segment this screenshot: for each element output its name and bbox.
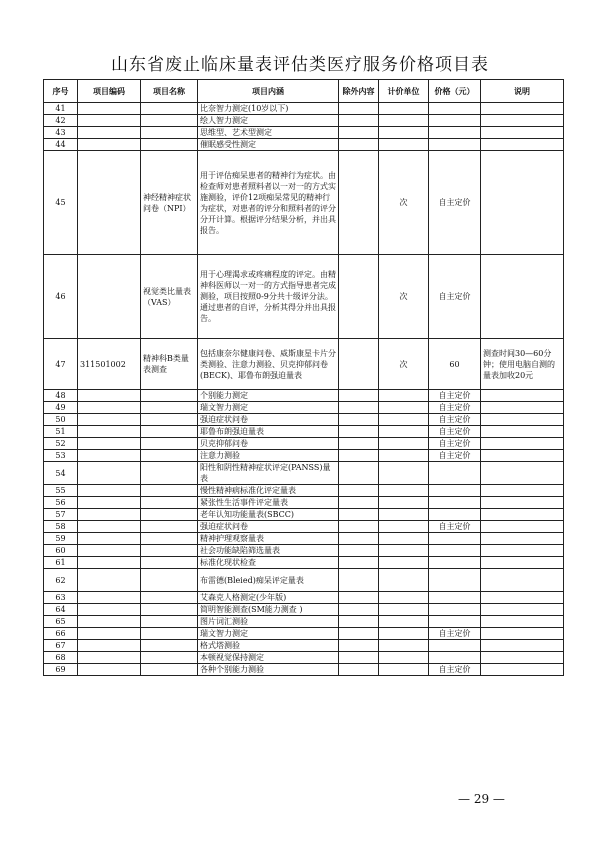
cell-note [481,485,564,497]
cell-content: 绘人智力测定 [198,115,339,127]
cell-unit [379,462,429,485]
cell-code [78,485,141,497]
cell-unit [379,402,429,414]
cell-name [141,414,198,426]
cell-price [429,462,481,485]
table-row [44,485,564,497]
cell-name [141,509,198,521]
cell-name [141,569,198,592]
cell-note [481,139,564,151]
cell-seq: 59 [44,533,78,545]
cell-code [78,533,141,545]
cell-code [78,462,141,485]
cell-price: 自主定价 [429,426,481,438]
cell-unit [379,652,429,664]
cell-code [78,115,141,127]
cell-exclusions [339,339,379,390]
cell-content: 包括康奈尔健康问卷、威斯康星卡片分类测验、注意力测验、贝克抑郁问卷(BECK)、耶鲁布朗强迫量表 [198,339,339,390]
cell-name [141,592,198,604]
cell-seq: 66 [44,628,78,640]
table-row [44,640,564,652]
cell-unit: 次 [379,339,429,390]
table-row [44,255,564,339]
cell-content: 标准化现状检查 [198,557,339,569]
header-seq: 序号 [44,80,78,103]
cell-price [429,652,481,664]
cell-unit: 次 [379,255,429,339]
table-row [44,426,564,438]
cell-content: 阳性和阴性精神症状评定(PANSS)量表 [198,462,339,485]
cell-unit [379,450,429,462]
cell-exclusions [339,426,379,438]
cell-code [78,127,141,139]
cell-exclusions [339,592,379,604]
cell-seq: 47 [44,339,78,390]
cell-seq: 62 [44,569,78,592]
cell-code [78,652,141,664]
table-row [44,557,564,569]
cell-exclusions [339,151,379,255]
cell-unit [379,533,429,545]
cell-unit [379,426,429,438]
cell-code: 311501002 [78,339,141,390]
cell-seq: 69 [44,664,78,676]
cell-price [429,497,481,509]
cell-unit [379,497,429,509]
cell-exclusions [339,462,379,485]
cell-exclusions [339,545,379,557]
cell-exclusions [339,497,379,509]
cell-exclusions [339,115,379,127]
cell-note [481,426,564,438]
cell-price [429,103,481,115]
table-row [44,151,564,255]
cell-note [481,438,564,450]
table-row [44,497,564,509]
table-row [44,438,564,450]
cell-seq: 49 [44,402,78,414]
cell-unit [379,640,429,652]
table-row [44,509,564,521]
cell-seq: 68 [44,652,78,664]
cell-unit [379,664,429,676]
cell-code [78,616,141,628]
cell-price: 自主定价 [429,414,481,426]
cell-seq: 57 [44,509,78,521]
table-row [44,402,564,414]
cell-seq: 41 [44,103,78,115]
cell-note [481,509,564,521]
cell-unit [379,509,429,521]
cell-seq: 58 [44,521,78,533]
table-row [44,127,564,139]
cell-name [141,450,198,462]
cell-price [429,139,481,151]
cell-note [481,521,564,533]
cell-unit [379,592,429,604]
cell-price [429,115,481,127]
cell-exclusions [339,652,379,664]
table-row [44,103,564,115]
cell-price [429,485,481,497]
table-row [44,139,564,151]
cell-name [141,604,198,616]
price-table [43,79,564,676]
header-content: 项目内涵 [198,80,339,103]
cell-name [141,497,198,509]
table-row [44,462,564,485]
cell-note [481,255,564,339]
header-exclusions: 除外内容 [339,80,379,103]
cell-price: 自主定价 [429,450,481,462]
cell-price: 自主定价 [429,438,481,450]
table-row [44,390,564,402]
cell-price: 自主定价 [429,390,481,402]
cell-exclusions [339,255,379,339]
cell-note [481,545,564,557]
cell-code [78,497,141,509]
cell-price [429,127,481,139]
cell-note [481,616,564,628]
cell-price: 自主定价 [429,151,481,255]
cell-seq: 64 [44,604,78,616]
cell-seq: 52 [44,438,78,450]
cell-name [141,640,198,652]
cell-exclusions [339,628,379,640]
cell-content: 比奈智力测定(10岁以下) [198,103,339,115]
page-number: — 29 — [458,792,505,806]
cell-note [481,569,564,592]
cell-unit [379,628,429,640]
header-note: 说明 [481,80,564,103]
cell-unit: 次 [379,151,429,255]
cell-exclusions [339,103,379,115]
table-row [44,115,564,127]
table-row [44,628,564,640]
table-row [44,616,564,628]
cell-content: 瑞文智力测定 [198,628,339,640]
cell-note [481,103,564,115]
table-header [44,80,564,103]
cell-content: 注意力测验 [198,450,339,462]
cell-exclusions [339,402,379,414]
cell-name [141,652,198,664]
cell-content: 强迫症状问卷 [198,521,339,533]
table-row [44,450,564,462]
cell-content: 艾森克人格测定(少年版) [198,592,339,604]
cell-exclusions [339,390,379,402]
table-row [44,569,564,592]
cell-unit [379,139,429,151]
cell-name [141,426,198,438]
cell-price [429,545,481,557]
cell-exclusions [339,533,379,545]
cell-seq: 56 [44,497,78,509]
cell-seq: 51 [44,426,78,438]
cell-unit [379,604,429,616]
cell-note [481,557,564,569]
header-name: 项目名称 [141,80,198,103]
cell-seq: 50 [44,414,78,426]
cell-name [141,485,198,497]
header-code: 项目编码 [78,80,141,103]
cell-seq: 55 [44,485,78,497]
cell-exclusions [339,485,379,497]
cell-unit [379,569,429,592]
cell-seq: 48 [44,390,78,402]
cell-code [78,402,141,414]
cell-unit [379,485,429,497]
cell-note [481,497,564,509]
cell-exclusions [339,521,379,533]
cell-note [481,652,564,664]
cell-content: 瑞文智力测定 [198,402,339,414]
cell-price: 自主定价 [429,664,481,676]
cell-price [429,592,481,604]
cell-name [141,127,198,139]
cell-note [481,462,564,485]
cell-price [429,616,481,628]
cell-name [141,545,198,557]
cell-note [481,151,564,255]
cell-name [141,533,198,545]
cell-note [481,664,564,676]
cell-content: 用于评估痴呆患者的精神行为症状。由检查师对患者照料者以一对一的方式实施测验，评价12项痴呆常见的精神行为症状，对患者的评分和照料者的评分分开计算。根据评分结果分析，并出具报告。 [198,151,339,255]
cell-code [78,557,141,569]
cell-content: 布雷德(Bleied)痴呆评定量表 [198,569,339,592]
header-price: 价格（元） [429,80,481,103]
cell-exclusions [339,616,379,628]
cell-price: 60 [429,339,481,390]
cell-exclusions [339,127,379,139]
table-row [44,652,564,664]
cell-seq: 61 [44,557,78,569]
cell-price [429,604,481,616]
cell-unit [379,414,429,426]
cell-content: 各种个别能力测验 [198,664,339,676]
cell-content: 贝克抑郁问卷 [198,438,339,450]
cell-exclusions [339,450,379,462]
cell-exclusions [339,438,379,450]
cell-exclusions [339,557,379,569]
cell-seq: 53 [44,450,78,462]
cell-price [429,569,481,592]
cell-name [141,616,198,628]
cell-name [141,402,198,414]
cell-exclusions [339,640,379,652]
cell-price [429,640,481,652]
cell-content: 图片词汇测验 [198,616,339,628]
cell-code [78,438,141,450]
cell-code [78,640,141,652]
cell-note [481,127,564,139]
cell-code [78,628,141,640]
cell-seq: 65 [44,616,78,628]
cell-unit [379,616,429,628]
cell-code [78,450,141,462]
cell-seq: 54 [44,462,78,485]
cell-unit [379,115,429,127]
cell-content: 本顿视觉保持测定 [198,652,339,664]
cell-name [141,115,198,127]
cell-unit [379,127,429,139]
cell-note [481,628,564,640]
cell-name [141,557,198,569]
cell-seq: 44 [44,139,78,151]
cell-exclusions [339,664,379,676]
cell-name [141,139,198,151]
cell-seq: 45 [44,151,78,255]
cell-code [78,569,141,592]
table-row [44,545,564,557]
table-row [44,604,564,616]
cell-seq: 67 [44,640,78,652]
cell-code [78,255,141,339]
table-row [44,664,564,676]
cell-content: 个别能力测定 [198,390,339,402]
cell-content: 社会功能缺陷筛选量表 [198,545,339,557]
cell-seq: 42 [44,115,78,127]
cell-content: 强迫症状问卷 [198,414,339,426]
table-row [44,533,564,545]
cell-code [78,139,141,151]
cell-code [78,545,141,557]
cell-note: 测查时间30—60分钟；使用电脑自测的量表加收20元 [481,339,564,390]
cell-code [78,103,141,115]
cell-seq: 60 [44,545,78,557]
cell-code [78,151,141,255]
cell-unit [379,521,429,533]
cell-name [141,438,198,450]
cell-code [78,426,141,438]
cell-code [78,664,141,676]
cell-note [481,640,564,652]
cell-price [429,533,481,545]
cell-code [78,592,141,604]
cell-price: 自主定价 [429,628,481,640]
cell-seq: 63 [44,592,78,604]
cell-name [141,103,198,115]
cell-content: 简明智能测查(SM能力测查 ) [198,604,339,616]
cell-exclusions [339,414,379,426]
cell-content: 耶鲁布朗强迫量表 [198,426,339,438]
cell-unit [379,103,429,115]
cell-note [481,115,564,127]
cell-name: 精神科B类量表测查 [141,339,198,390]
page-title: 山东省废止临床量表评估类医疗服务价格项目表 [111,55,489,75]
cell-note [481,604,564,616]
cell-note [481,414,564,426]
cell-content: 格式塔测验 [198,640,339,652]
table-row [44,521,564,533]
cell-unit [379,557,429,569]
cell-seq: 43 [44,127,78,139]
cell-name: 视觉类比量表（VAS） [141,255,198,339]
cell-name [141,664,198,676]
cell-seq: 46 [44,255,78,339]
cell-name [141,462,198,485]
cell-content: 用于心理渴求或疼痛程度的评定。由精神科医师以一对一的方式指导患者完成测验，项目按照0-9分共十级评分法。通过患者的自评，分析其得分并出具报告。 [198,255,339,339]
cell-note [481,402,564,414]
cell-unit [379,390,429,402]
cell-content: 紧张性生活事件评定量表 [198,497,339,509]
cell-content: 老年认知功能量表(SBCC) [198,509,339,521]
cell-code [78,521,141,533]
cell-note [481,390,564,402]
cell-code [78,390,141,402]
cell-note [481,533,564,545]
table-row [44,339,564,390]
cell-code [78,509,141,521]
cell-name: 神经精神症状问卷（NPI） [141,151,198,255]
cell-note [481,450,564,462]
table-row [44,592,564,604]
cell-name [141,628,198,640]
cell-content: 精神护理观察量表 [198,533,339,545]
cell-content: 思维型、艺术型测定 [198,127,339,139]
header-unit: 计价单位 [379,80,429,103]
cell-price [429,509,481,521]
cell-price: 自主定价 [429,521,481,533]
cell-name [141,521,198,533]
cell-code [78,604,141,616]
cell-content: 催眠感受性测定 [198,139,339,151]
cell-price: 自主定价 [429,255,481,339]
cell-price: 自主定价 [429,402,481,414]
cell-exclusions [339,604,379,616]
cell-unit [379,438,429,450]
table-row [44,414,564,426]
cell-note [481,592,564,604]
cell-content: 慢性精神病标准化评定量表 [198,485,339,497]
cell-exclusions [339,569,379,592]
table-body [44,103,564,676]
cell-name [141,390,198,402]
cell-code [78,414,141,426]
cell-unit [379,545,429,557]
cell-price [429,557,481,569]
cell-exclusions [339,509,379,521]
cell-exclusions [339,139,379,151]
